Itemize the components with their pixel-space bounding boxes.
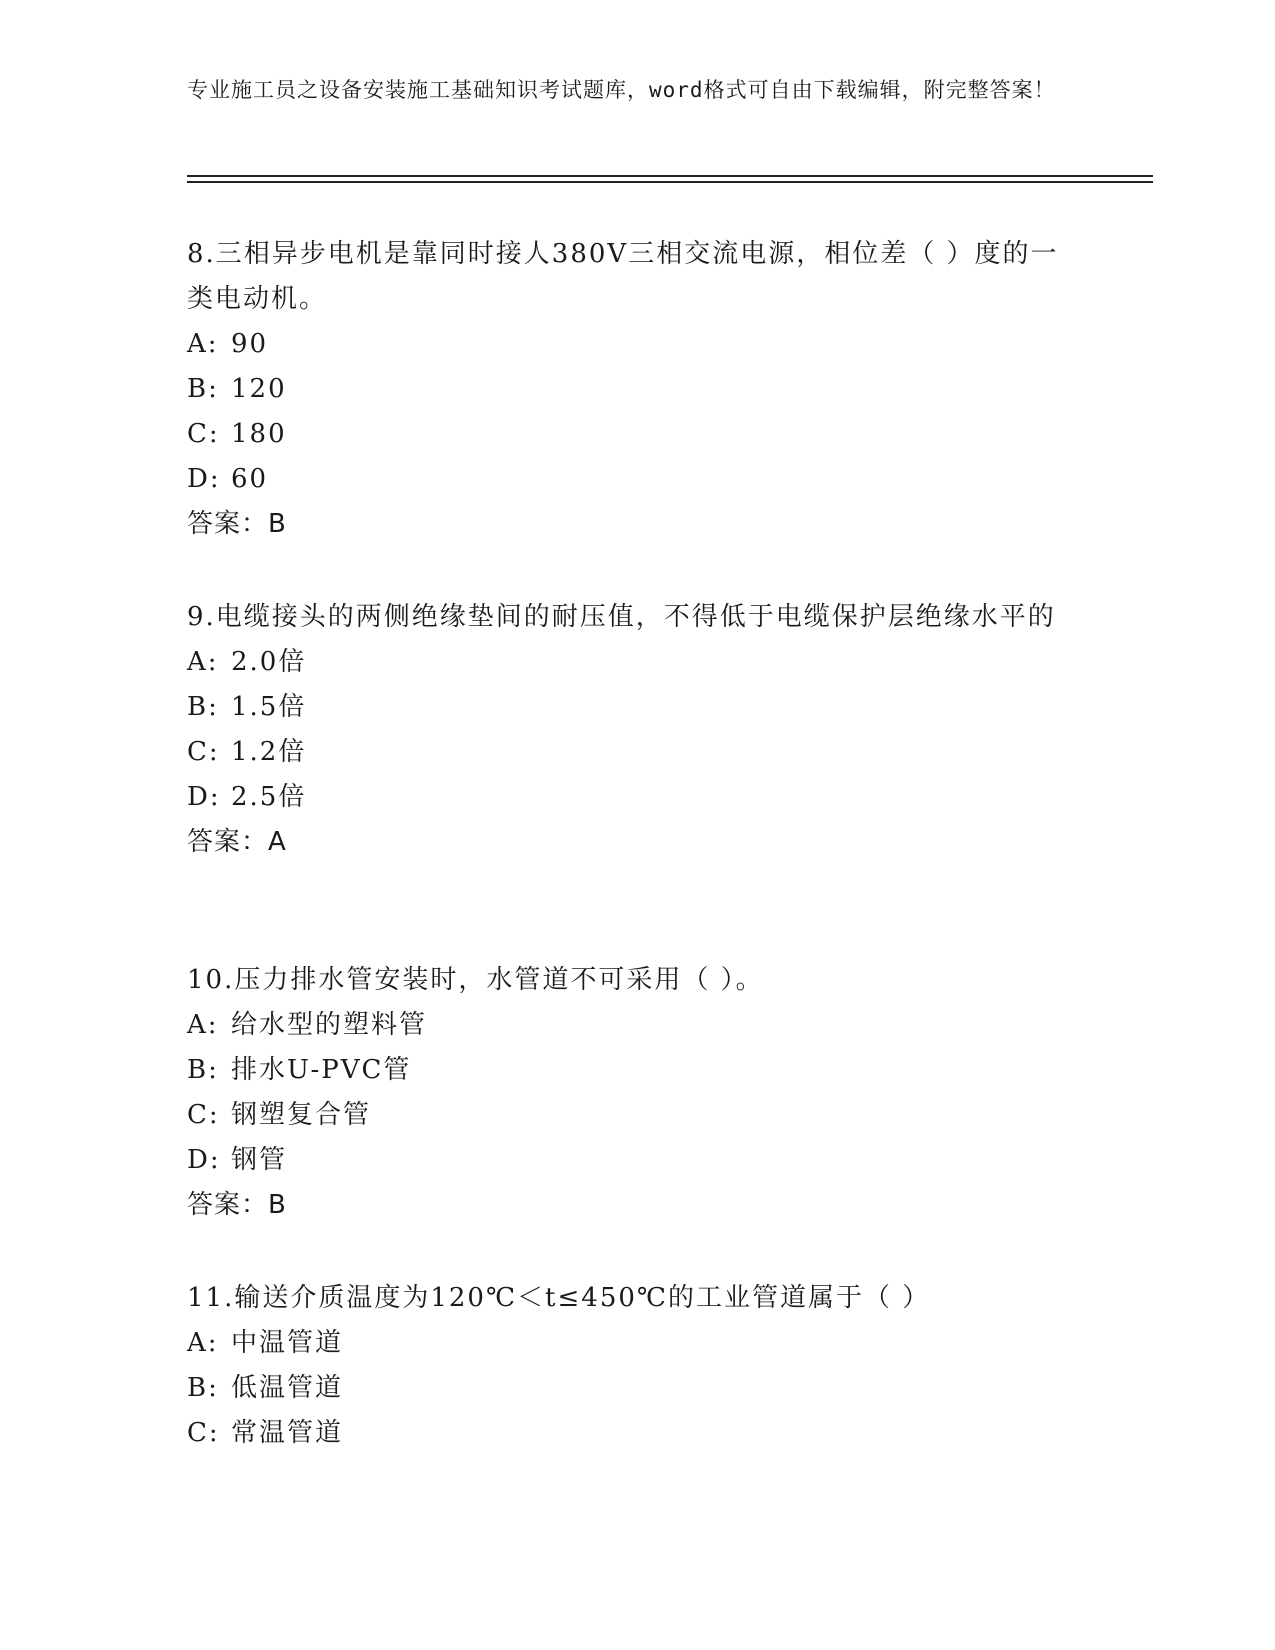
option-letter: B: [187, 374, 219, 404]
question-8 [187, 232, 1067, 547]
option-c [187, 412, 1067, 457]
option-letter: D: [187, 1145, 221, 1175]
option-text: 180 [231, 419, 287, 449]
option-text: 常温管道 [231, 1418, 344, 1448]
option-letter: C: [187, 419, 220, 449]
option-letter: B: [187, 692, 219, 722]
option-d [187, 775, 1067, 820]
option-text: 60 [231, 464, 269, 494]
option-letter: D: [187, 782, 221, 812]
option-text: 钢塑复合管 [231, 1100, 372, 1130]
option-a [187, 1003, 1067, 1048]
question-11 [187, 1276, 1067, 1456]
option-text: 排水U-PVC管 [231, 1055, 412, 1085]
option-text: 120 [231, 374, 287, 404]
option-letter: C: [187, 1418, 220, 1448]
option-letter: C: [187, 1100, 220, 1130]
option-letter: B: [187, 1055, 219, 1085]
answer-label: 答案：B [187, 1190, 287, 1220]
option-text: 给水型的塑料管 [231, 1010, 428, 1040]
header-divider-line [187, 181, 1153, 183]
option-text: 低温管道 [231, 1373, 344, 1403]
option-letter: A: [187, 329, 219, 359]
option-text: 2.5倍 [231, 782, 307, 812]
option-a [187, 1321, 1067, 1366]
option-text: 钢管 [231, 1145, 288, 1175]
question-stem: 9.电缆接头的两侧绝缘垫间的耐压值，不得低于电缆保护层绝缘水平的 [187, 602, 1056, 632]
option-text: 2.0倍 [231, 647, 307, 677]
option-text: 90 [231, 329, 269, 359]
option-d [187, 1138, 1067, 1183]
answer-label: 答案：B [187, 509, 287, 539]
question-stem: 10.压力排水管安装时，水管道不可采用（ ）。 [187, 965, 764, 995]
option-letter: A: [187, 647, 219, 677]
option-letter: C: [187, 737, 220, 767]
question-stem: 11.输送介质温度为120℃＜t≤450℃的工业管道属于（ ） [187, 1283, 931, 1313]
option-b [187, 1048, 1067, 1093]
option-c [187, 730, 1067, 775]
option-letter: B: [187, 1373, 219, 1403]
option-text: 1.5倍 [231, 692, 307, 722]
option-a [187, 322, 1067, 367]
option-text: 1.2倍 [231, 737, 307, 767]
option-a [187, 640, 1067, 685]
document-header-text: 专业施工员之设备安装施工基础知识考试题库，word格式可自由下载编辑，附完整答案！ [187, 78, 1056, 102]
option-b [187, 685, 1067, 730]
question-10 [187, 958, 1067, 1228]
question-9 [187, 595, 1067, 865]
option-letter: A: [187, 1328, 219, 1358]
option-b [187, 1366, 1067, 1411]
header-divider-line [187, 175, 1153, 177]
option-letter: D: [187, 464, 221, 494]
option-c [187, 1411, 1067, 1456]
option-d [187, 457, 1067, 502]
option-b [187, 367, 1067, 412]
option-text: 中温管道 [231, 1328, 344, 1358]
question-stem: 8.三相异步电机是靠同时接人380V三相交流电源，相位差（ ）度的一类电动机。 [187, 239, 1059, 314]
answer-label: 答案：A [187, 827, 287, 857]
option-letter: A: [187, 1010, 219, 1040]
option-c [187, 1093, 1067, 1138]
